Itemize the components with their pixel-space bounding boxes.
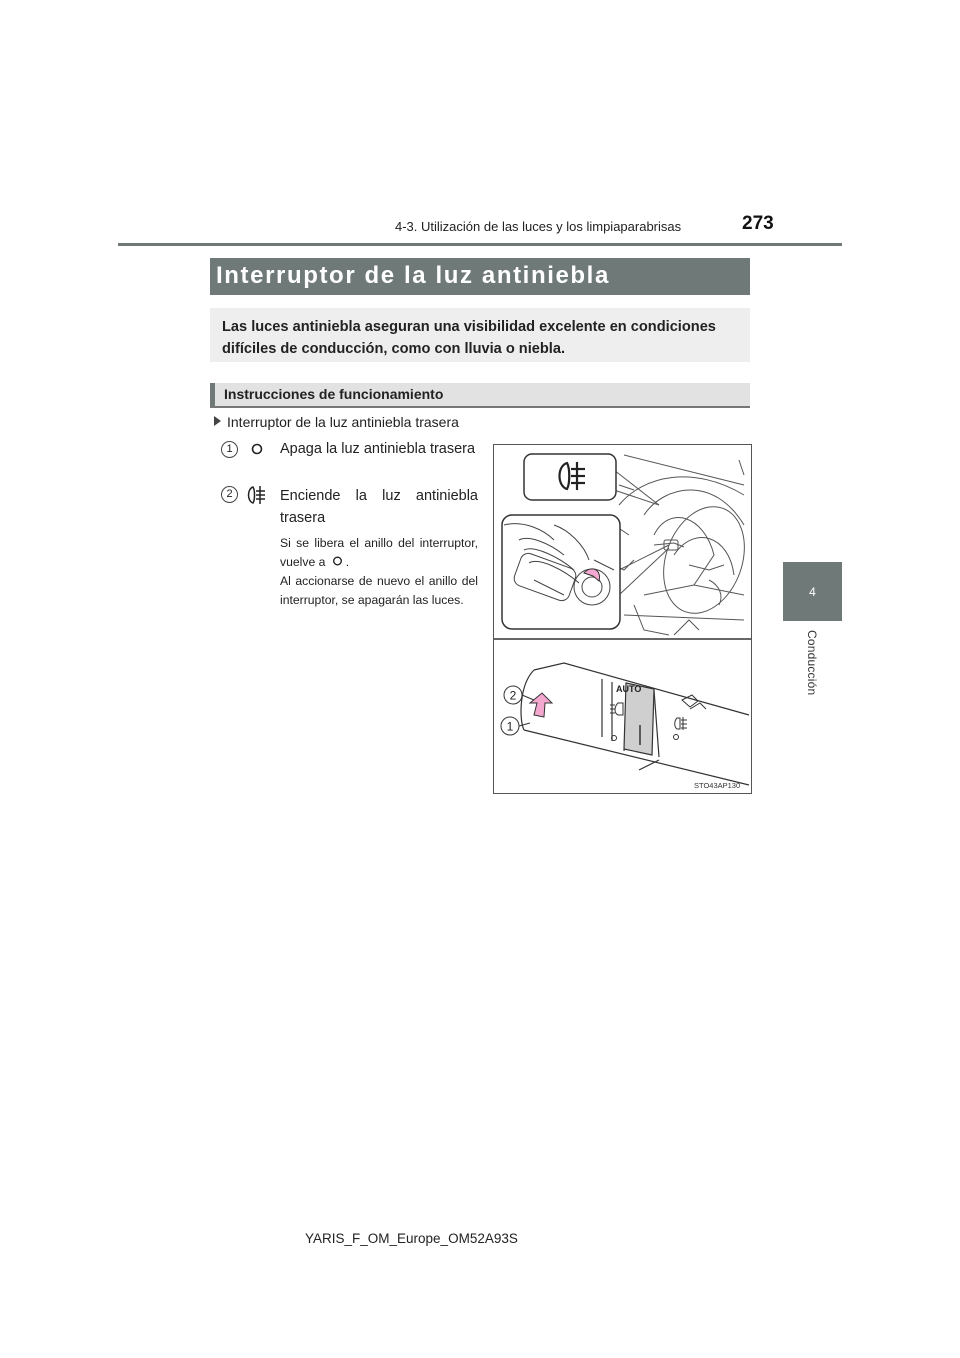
note-text-part1: Si se libera el anillo del interruptor, vuelve a [280,536,478,569]
bullet-text: Interruptor de la luz antiniebla trasera [227,414,459,430]
header-section-title: 4-3. Utilización de las luces y los limpiaparabrisas [395,219,682,234]
fog-switch-illustration [494,445,751,793]
section-title: Interruptor de la luz antiniebla [216,262,610,289]
footer-doc-id: YARIS_F_OM_Europe_OM52A93S [305,1231,518,1246]
bullet-item [214,414,459,430]
item-number-badge: 1 [221,441,238,458]
note-text [280,534,478,572]
off-circle-icon [332,556,343,566]
page-number: 273 [742,213,774,234]
figure-callout [504,686,534,704]
callout-1-label: 1 [506,719,514,734]
figure-callout [501,717,530,735]
item-text: Apaga la luz antiniebla trasera [280,441,476,457]
item-text: Enciende la luz antiniebla trasera [280,488,478,526]
note-text-2: Al accionarse de nuevo el anillo del interruptor, se apagarán las luces. [280,574,478,607]
item-number-badge: 2 [221,486,238,503]
section-banner [210,258,750,295]
auto-label: AUTO [616,684,642,694]
note-text-period: . [345,555,350,569]
chapter-number: 4 [809,584,816,599]
chapter-tab [783,562,842,621]
chapter-side-label [783,626,842,706]
chapter-label: Conducción [805,630,819,696]
off-circle-icon [251,443,263,455]
figure-illustration [493,444,752,794]
figure-code: STO43AP130 [694,781,741,790]
rear-fog-lamp-icon [244,484,268,506]
intro-text: Las luces antiniebla aseguran una visibilidad excelente en condiciones difíciles de conducción, como con lluvia o niebla. [222,319,716,357]
callout-2-label: 2 [509,688,517,703]
subsection-title: Instrucciones de funcionamiento [224,386,444,402]
header-divider [118,243,842,246]
subsection-bar [210,383,750,408]
bullet-arrow-icon [214,416,221,426]
subsection-accent [210,383,215,406]
intro-box [210,308,750,362]
